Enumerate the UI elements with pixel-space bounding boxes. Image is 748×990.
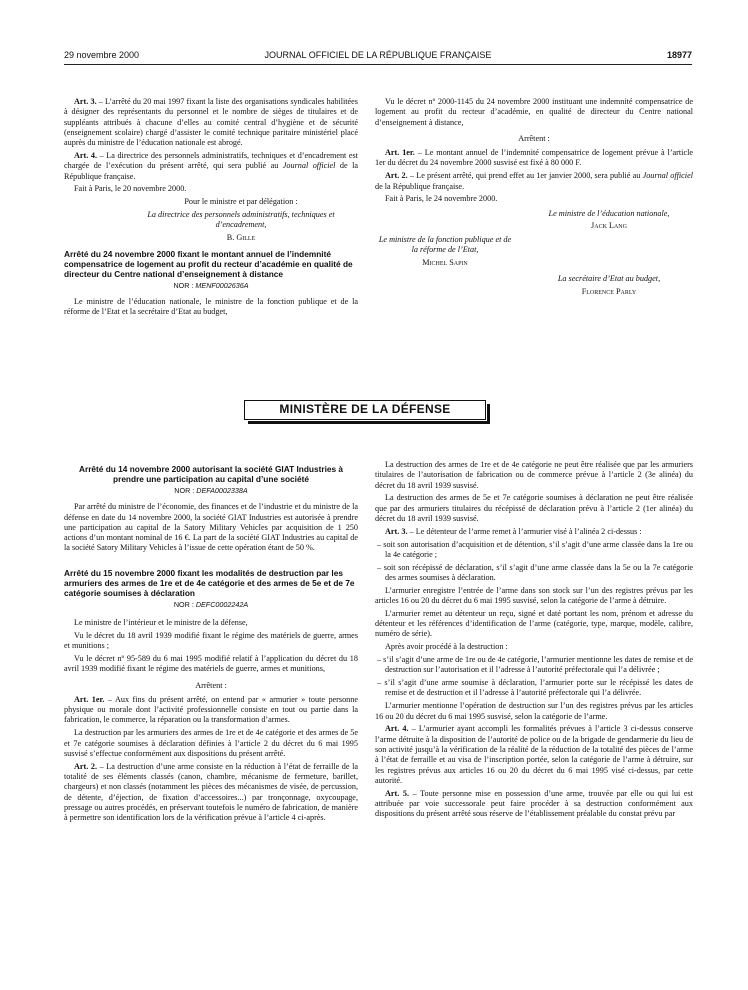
header-rule — [64, 64, 692, 65]
signature-role: Le ministre de la fonction publique et de la réforme de l’Etat, — [378, 234, 512, 255]
signature-role: Le ministre de l’éducation nationale, — [548, 208, 670, 218]
header-date: 29 novembre 2000 — [64, 50, 140, 60]
signature-name: B. Gille — [226, 233, 256, 243]
bottom-right-column — [375, 460, 693, 822]
arretent: Arrêtent : — [518, 133, 550, 143]
decree-title: Arrêté du 14 novembre 2000 autorisant la société GIAT Industries à prendre une participation au capital d’une société — [78, 464, 344, 484]
article-label: Art. 4. — [385, 724, 409, 734]
paragraph: L’armurier remet au détenteur un reçu, signé et daté portant les nom, prénom et adresse du détenteur et les références d’identification de l’arme (catégorie, type, marque, modèle, calibre, numéro de série). — [375, 608, 693, 639]
decree-title: Arrêté du 24 novembre 2000 fixant le montant annuel de l’indemnité compensatrice de logement au profit du recteur d’académie en qualité de directeur du Centre national d’enseignement à distance — [64, 249, 353, 280]
arretent: Arrêtent : — [195, 680, 227, 690]
article-4: Art. 4. – La directrice des personnels administratifs, techniques et d’encadrement est chargée de l’exécution du présent arrêté, qui sera publié au Journal officiel de la République française. — [64, 150, 359, 181]
article-5: Art. 5. – Toute personne mise en possession d’une arme, trouvée par elle ou qui lui est attribuée par voie successorale peut faire procéder à sa destruction conformément aux dispositions du présent arrêté sous réserve de l’établissement préalable du constat prévu par — [375, 788, 693, 819]
paragraph: La destruction par les armuriers des armes de 1re et de 4e catégorie et des armes de 5e et 7e catégorie soumises à déclaration définies à l’article 2 du décret du 6 mai 1995 susvisé s’effectue conformément aux dispositions du présent arrêté. — [64, 728, 358, 758]
vu-decret: Vu le décret nº 2000-1145 du 24 novembre 2000 instituant une indemnité compensatrice de logement au profit du recteur d’académie, en qualité de directeur du Centre national d’enseignement à distance, — [375, 97, 693, 127]
list-item: – s’il s’agit d’une arme de 1re ou de 4e catégorie, l’armurier mentionne les dates de remise et de destruction sur l’autorisation et il l’adresse à l’autorité préfectorale qui l’a délivrée ; — [377, 655, 693, 675]
page-header — [64, 50, 692, 64]
nor-reference: NOR : DEFC0002242A — [173, 599, 249, 609]
signature-name: Jack Lang — [591, 221, 627, 231]
fait-a-paris: Fait à Paris, le 20 novembre 2000. — [74, 184, 187, 194]
article-label: Art. 3. — [385, 526, 408, 536]
article-1: Art. 1er. – Le montant annuel de l’indemnité compensatrice de logement prévue à l’article 1er du décret du 24 novembre 2000 susvisé est fixé à 80 000 F. — [375, 148, 693, 168]
article-label: Art. 3. — [74, 97, 97, 106]
signature-role: La directrice des personnels administratifs, techniques et d’encadrement, — [147, 209, 335, 230]
list-item: – soit son autorisation d’acquisition et de détention, s’il s’agit d’une arme classée dans la 1re ou la 4e catégorie ; — [377, 539, 693, 559]
list-item: – s’il s’agit d’une arme soumise à déclaration, l’armurier porte sur le récépissé les dates de remise et de destruction et il l’adresse à l’autorité préfectorale qui l’a délivrée. — [377, 678, 693, 698]
signature-delegation: Pour le ministre et par délégation : — [184, 197, 298, 207]
paragraph: Par arrêté du ministre de l’économie, des finances et de l’industrie et du ministre de la défense en date du 14 novembre 2000, la société GIAT Industries est autorisée à prendre une participation au capital de la Satory Military Vehicles par acquisition de 1 250 actions d’un montant nominal de 16 €. La part de la société GIAT Industries au capital de la société Satory Military Vehicles à l’issue de cette opération étant de 50 %. — [64, 502, 358, 553]
article-3: Art. 3. – L’arrêté du 20 mai 1997 fixant la liste des organisations syndicales habilitées à désigner des représentants du personnel et le nombre de sièges de titulaires et de suppléants attribués à chacune d’elles au comité central d’hygiène et de sécurité (enseignement scolaire) chargé d’assister le comité technique paritaire ministériel placé auprès du ministre de l’éducation nationale est abrogé. — [64, 97, 358, 148]
signature-name: Florence Parly — [581, 286, 637, 296]
vu-decret: Vu le décret nº 95-589 du 6 mai 1995 modifié relatif à l’application du décret du 18 avril 1939 modifié fixant le régime des matériels de guerre, armes et munitions, — [64, 653, 358, 674]
fait-a-paris: Fait à Paris, le 24 novembre 2000. — [385, 194, 498, 204]
signature-role: La secrétaire d’Etat au budget, — [557, 274, 661, 284]
article-label: Art. 1er. — [74, 694, 105, 704]
bottom-left-column — [64, 458, 358, 826]
article-1: Art. 1er. – Aux fins du présent arrêté, on entend par « armurier » toute personne physique ou morale dont l’activité professionnelle consiste en tout ou partie dans la fabrication, le commerce, la réparation ou la transformation d’armes. — [64, 694, 359, 725]
header-journal-title: JOURNAL OFFICIEL DE LA RÉPUBLIQUE FRANÇAISE — [264, 50, 492, 60]
article-label: Art. 4. — [74, 150, 98, 160]
article-label: Art. 2. — [385, 171, 408, 181]
paragraph: L’armurier mentionne l’opération de destruction sur l’un des registres prévus par les articles 16 ou 20 du décret du 6 mai 1995 susvisé, selon la catégorie de l’arme. — [375, 701, 693, 721]
nor-reference: NOR : DEFA0002338A — [174, 486, 248, 495]
ministry-heading: MINISTÈRE DE LA DÉFENSE — [244, 400, 486, 420]
header-page-number: 18977 — [666, 50, 692, 60]
article-2: Art. 2. – La destruction d’une arme consiste en la réduction à l’état de ferraille de la totalité de ses éléments classés (canon, chambre, mécanisme de fermeture, barillet, chargeurs) et non classés (notamment les pièces des mécanismes de visée, de percussion, de détente, d’éjection, de fixation d’accessoires...) par tronçonnage, oxycoupage, pressage ou autres procédés, en préservant toutefois le numéro de fabrication, de manière à permettre son identification lors de la vérification prévue à l’article 4 ci-après. — [64, 761, 358, 823]
article-label: Art. 1er. — [385, 148, 415, 158]
article-4: Art. 4. – L’armurier ayant accompli les formalités prévues à l’article 3 ci-dessus conserve l’arme détruite à la disposition de l’autorité de police ou de la brigade de gendarmerie du lieu de son activité jusqu’à la vérification de la réalité de la réduction de la totalité des pièces de l’arme à l’état de ferraille et au visa de l’inscription portée, selon la catégorie de l’arme à détruire, sur les registres prévus aux articles 16 ou 20 du décret du 6 mai 1995 visé ci-dessus, par cette autorité. — [375, 724, 693, 785]
paragraph: La destruction des armes de 5e et 7e catégorie soumises à déclaration ne peut être réalisée que par des armuriers titulaires du récépissé de déclaration prévu à l’article 2 (1er alinéa) du décret du 18 avril 1939 susvisé. — [375, 493, 693, 523]
top-left-column — [64, 97, 358, 320]
article-2: Art. 2. – Le présent arrêté, qui prend effet au 1er janvier 2000, sera publié au Journal officiel de la République française. — [375, 171, 693, 191]
nor-reference: NOR : MENF0002636A — [173, 281, 249, 291]
vu-decret: Vu le décret du 18 avril 1939 modifié fixant le régime des matériels de guerre, armes et munitions ; — [64, 630, 358, 651]
top-right-column — [375, 97, 693, 300]
paragraph: La destruction des armes de 1re et de 4e catégorie ne peut être réalisée que par les armuriers titulaires de l’autorisation de fabrication ou de commerce prévue à l’article 2 (3e alinéa) du décret du 18 avril 1939 susvisé. — [375, 460, 693, 490]
decree-title: Arrêté du 15 novembre 2000 fixant les modalités de destruction par les armuriers des armes de 1re et de 4e catégorie et des armes de 5e et de 7e catégorie soumises à déclaration — [64, 567, 355, 598]
decree-intro: Le ministre de l’éducation nationale, le ministre de la fonction publique et de la réforme de l’Etat et la secrétaire d’Etat au budget, — [64, 296, 358, 316]
article-label: Art. 5. — [385, 788, 410, 798]
article-label: Art. 2. — [74, 761, 98, 771]
list-item: – soit son récépissé de déclaration, s’il s’agit d’une arme classée dans la 5e ou la 7e catégorie des armes soumises à déclaration. — [377, 562, 693, 582]
signature-name: Michel Sapin — [422, 257, 468, 267]
paragraph: Après avoir procédé à la destruction : — [385, 642, 508, 652]
paragraph: L’armurier enregistre l’entrée de l’arme dans son stock sur l’un des registres prévus par les articles 16 ou 20 du décret du 6 mai 1995 susvisé, selon la catégorie de l’arme à détruire. — [375, 585, 693, 606]
decree-intro: Le ministre de l’intérieur et le ministre de la défense, — [74, 618, 248, 628]
article-3: Art. 3. – Le détenteur de l’arme remet à l’armurier visé à l’alinéa 2 ci-dessus : — [385, 526, 642, 536]
